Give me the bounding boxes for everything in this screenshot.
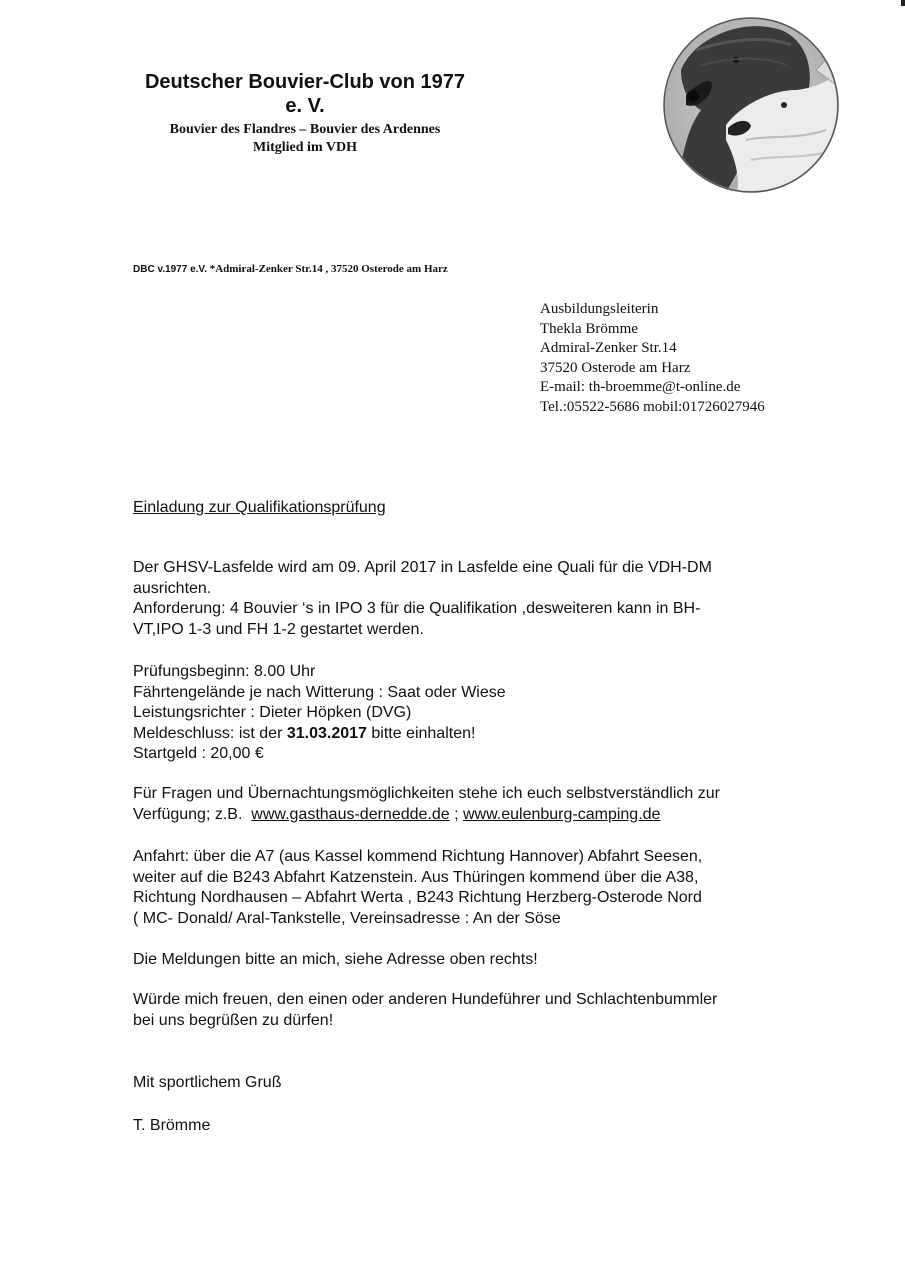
greeting: Mit sportlichem Gruß bbox=[133, 1074, 282, 1091]
tracking-terrain: Fährtengelände je nach Witterung : Saat oder Wiese bbox=[133, 683, 506, 701]
registration-deadline bbox=[133, 724, 823, 745]
contact-street: Admiral-Zenker Str.14 bbox=[540, 340, 677, 356]
camping-link[interactable]: www.eulenburg-camping.de bbox=[463, 805, 661, 823]
questions-links-line bbox=[133, 805, 823, 826]
intro-line: ausrichten. bbox=[133, 579, 212, 597]
directions-paragraph bbox=[133, 847, 823, 929]
closing-paragraph bbox=[133, 990, 823, 1031]
contact-email: E-mail: th-broemme@t-online.de bbox=[540, 379, 741, 395]
questions-prefix: Verfügung; z.B. bbox=[133, 805, 243, 823]
exam-start: Prüfungsbeginn: 8.00 Uhr bbox=[133, 663, 316, 680]
intro-paragraph bbox=[133, 558, 823, 640]
club-name-line2: e. V. bbox=[285, 95, 325, 117]
contact-role: Ausbildungsleiterin bbox=[540, 301, 659, 317]
scan-mark bbox=[901, 0, 905, 6]
directions-line: Richtung Nordhausen – Abfahrt Werta , B243 Richtung Herzberg-Osterode Nord bbox=[133, 889, 702, 906]
registration-line: Die Meldungen bitte an mich, siehe Adresse oben rechts! bbox=[133, 951, 538, 968]
judge: Leistungsrichter : Dieter Höpken (DVG) bbox=[133, 704, 412, 721]
signature: T. Brömme bbox=[133, 1117, 211, 1134]
link-separator: ; bbox=[449, 805, 463, 823]
contact-city: 37520 Osterode am Harz bbox=[540, 359, 691, 376]
contact-block bbox=[540, 300, 765, 417]
club-logo bbox=[656, 10, 846, 200]
contact-phone: Tel.:05522-5686 mobil:01726027946 bbox=[540, 398, 765, 415]
sender-prefix: DBC v.1977 e.V. bbox=[133, 264, 207, 275]
closing-line: bei uns begrüßen zu dürfen! bbox=[133, 1011, 334, 1029]
contact-name: Thekla Brömme bbox=[540, 320, 638, 337]
intro-line: Anforderung: 4 Bouvier ‘s in IPO 3 für die Qualifikation ,desweiteren kann in BH- bbox=[133, 600, 701, 617]
directions-line: weiter auf die B243 Abfahrt Katzenstein. Aus Thüringen kommend über die A38, bbox=[133, 868, 699, 886]
deadline-prefix: Meldeschluss: ist der bbox=[133, 724, 287, 742]
gasthaus-link[interactable]: www.gasthaus-dernedde.de bbox=[251, 805, 450, 823]
deadline-date: 31.03.2017 bbox=[286, 724, 367, 742]
registration-note bbox=[133, 950, 823, 971]
sender-address-line bbox=[133, 263, 448, 275]
intro-line: VT,IPO 1-3 und FH 1-2 gestartet werden. bbox=[133, 620, 424, 638]
club-name-line1: Deutscher Bouvier-Club von 1977 bbox=[144, 71, 466, 93]
questions-paragraph bbox=[133, 784, 823, 825]
directions-line: Anfahrt: über die A7 (aus Kassel kommend Richtung Hannover) Abfahrt Seesen, bbox=[133, 848, 703, 865]
questions-line: Für Fragen und Übernachtungsmöglichkeiten stehe ich euch selbstverständlich zur bbox=[133, 785, 720, 802]
club-subtitle bbox=[120, 121, 490, 157]
closing-line: Würde mich freuen, den einen oder anderen Hundeführer und Schlachtenbummler bbox=[133, 991, 718, 1008]
entry-fee: Startgeld : 20,00 € bbox=[133, 745, 264, 762]
membership-line: Mitglied im VDH bbox=[253, 140, 357, 155]
club-name bbox=[120, 70, 490, 118]
exam-details bbox=[133, 662, 823, 765]
letter-subject: Einladung zur Qualifikationsprüfung bbox=[133, 499, 386, 516]
directions-line: ( MC- Donald/ Aral-Tankstelle, Vereinsadresse : An der Söse bbox=[133, 909, 561, 927]
deadline-suffix: bitte einhalten! bbox=[366, 724, 476, 742]
sender-address: *Admiral-Zenker Str.14 , 37520 Osterode am Harz bbox=[209, 263, 448, 275]
breeds-line: Bouvier des Flandres – Bouvier des Ardennes bbox=[169, 122, 441, 137]
intro-line: Der GHSV-Lasfelde wird am 09. April 2017 in Lasfelde eine Quali für die VDH-DM bbox=[133, 559, 712, 576]
